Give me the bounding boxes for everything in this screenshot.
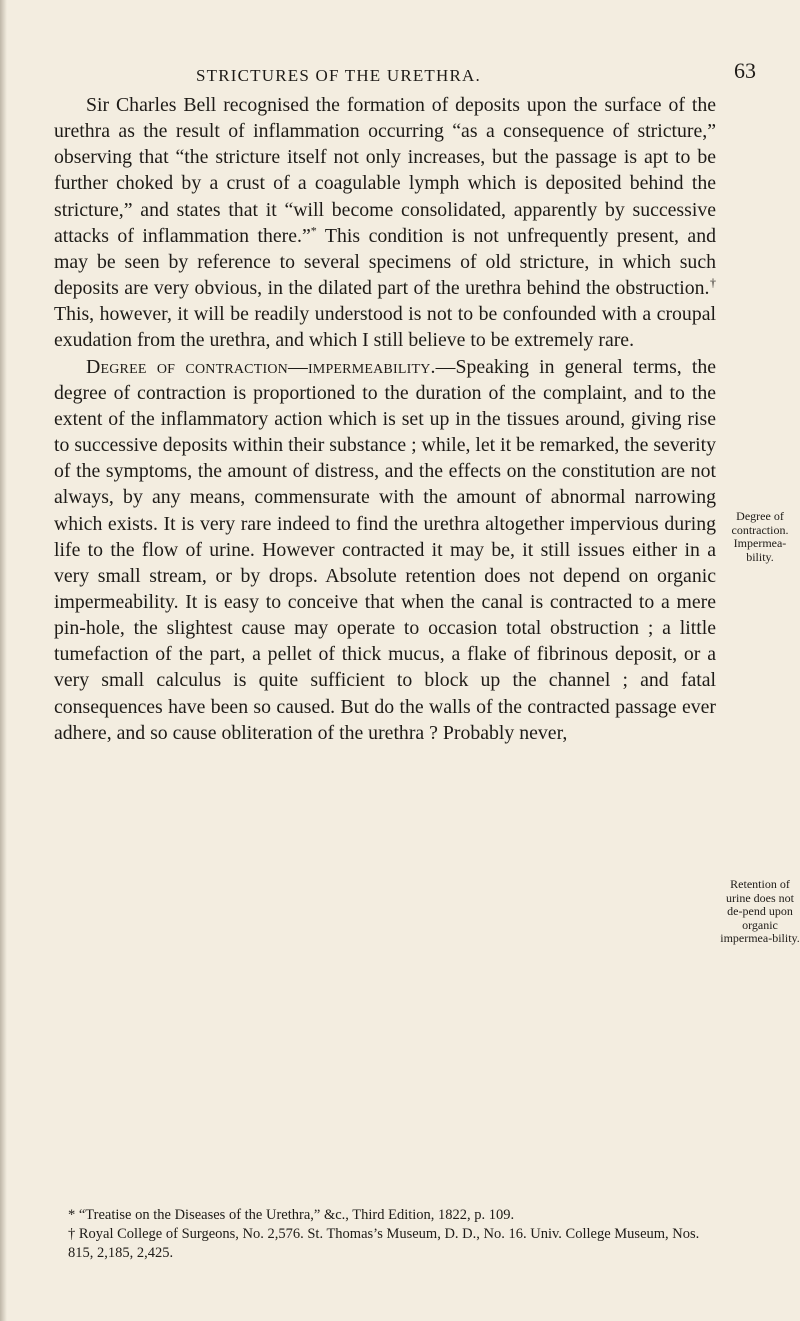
footnote-mark-1: * — [310, 223, 317, 238]
margin-note-retention-of-urine: Retention of urine does not de-pend upon organic impermea-bility. — [720, 877, 800, 945]
footnotes — [54, 1206, 722, 1263]
section-heading: Degree of contraction—impermeability. — [86, 355, 436, 378]
main-text — [54, 92, 716, 746]
paragraph-1-text-b: This condition is not unfrequently present, and may be seen by reference to several specimens of old stricture, in which such deposits are very obvious, in the dilated part of the urethra behind the obstruction. — [54, 224, 716, 300]
footnote-1: * “Treatise on the Diseases of the Urethra,” &c., Third Edition, 1822, p. 109. — [68, 1207, 515, 1223]
footnote-2: † Royal College of Surgeons, No. 2,576. St. Thomas’s Museum, D. D., No. 16. Univ. College Museum, Nos. 815, 2,185, 2,425. — [68, 1226, 700, 1261]
running-title: STRICTURES OF THE URETHRA. — [196, 66, 481, 85]
scan-shadow-edge — [0, 0, 7, 1321]
paragraph-1 — [54, 92, 716, 354]
paragraph-1-text-c: This, however, it will be readily understood is not to be confounded with a croupal exudation from the urethra, and which I still believe to be extremely rare. — [54, 303, 716, 352]
footnote-mark-2: † — [709, 275, 717, 290]
paragraph-1-text-a: Sir Charles Bell recognised the formation of deposits upon the surface of the urethra as the result of inflammation occurring “as a consequence of stricture,” observing that “the stricture itself not only increases, but the passage is apt to be further choked by a crust of a coagulable lymph which is deposited behind the stricture,” and states that it “will become consolidated, apparently by successive attacks of inflammation there.” — [54, 94, 716, 247]
margin-note-degree-of-contraction: Degree of contraction. Impermea-bility. — [731, 509, 789, 564]
paragraph-2-text: —Speaking in general terms, the degree of contraction is proportioned to the duration of the complaint, and to the extent of the inflammatory action which is set up in the tissues around, giving rise to successive deposits within their substance ; while, let it be remarked, the severity of the symptoms, the amount of distress, and the effects on the constitution are not always, by any means, commensurate with the amount of abnormal narrowing which exists. It is very rare indeed to find the urethra altogether impervious during life to the flow of urine. However contracted it may be, it still issues either in a very small stream, or by drops. Absolute retention does not depend on organic impermeability. It is easy to conceive that when the canal is contracted to a mere pin-hole, the slightest cause may operate to occasion total obstruction ; a little tumefaction of the part, a pellet of thick mucus, a flake of fibrinous deposit, or a very small calculus is quite sufficient to block up the channel ; and fatal consequences have been so caused. But do the walls of the contracted passage ever adhere, and so cause obliteration of the urethra ? Probably never, — [54, 355, 716, 744]
paragraph-2 — [54, 354, 716, 746]
page-number: 63 — [734, 58, 756, 83]
